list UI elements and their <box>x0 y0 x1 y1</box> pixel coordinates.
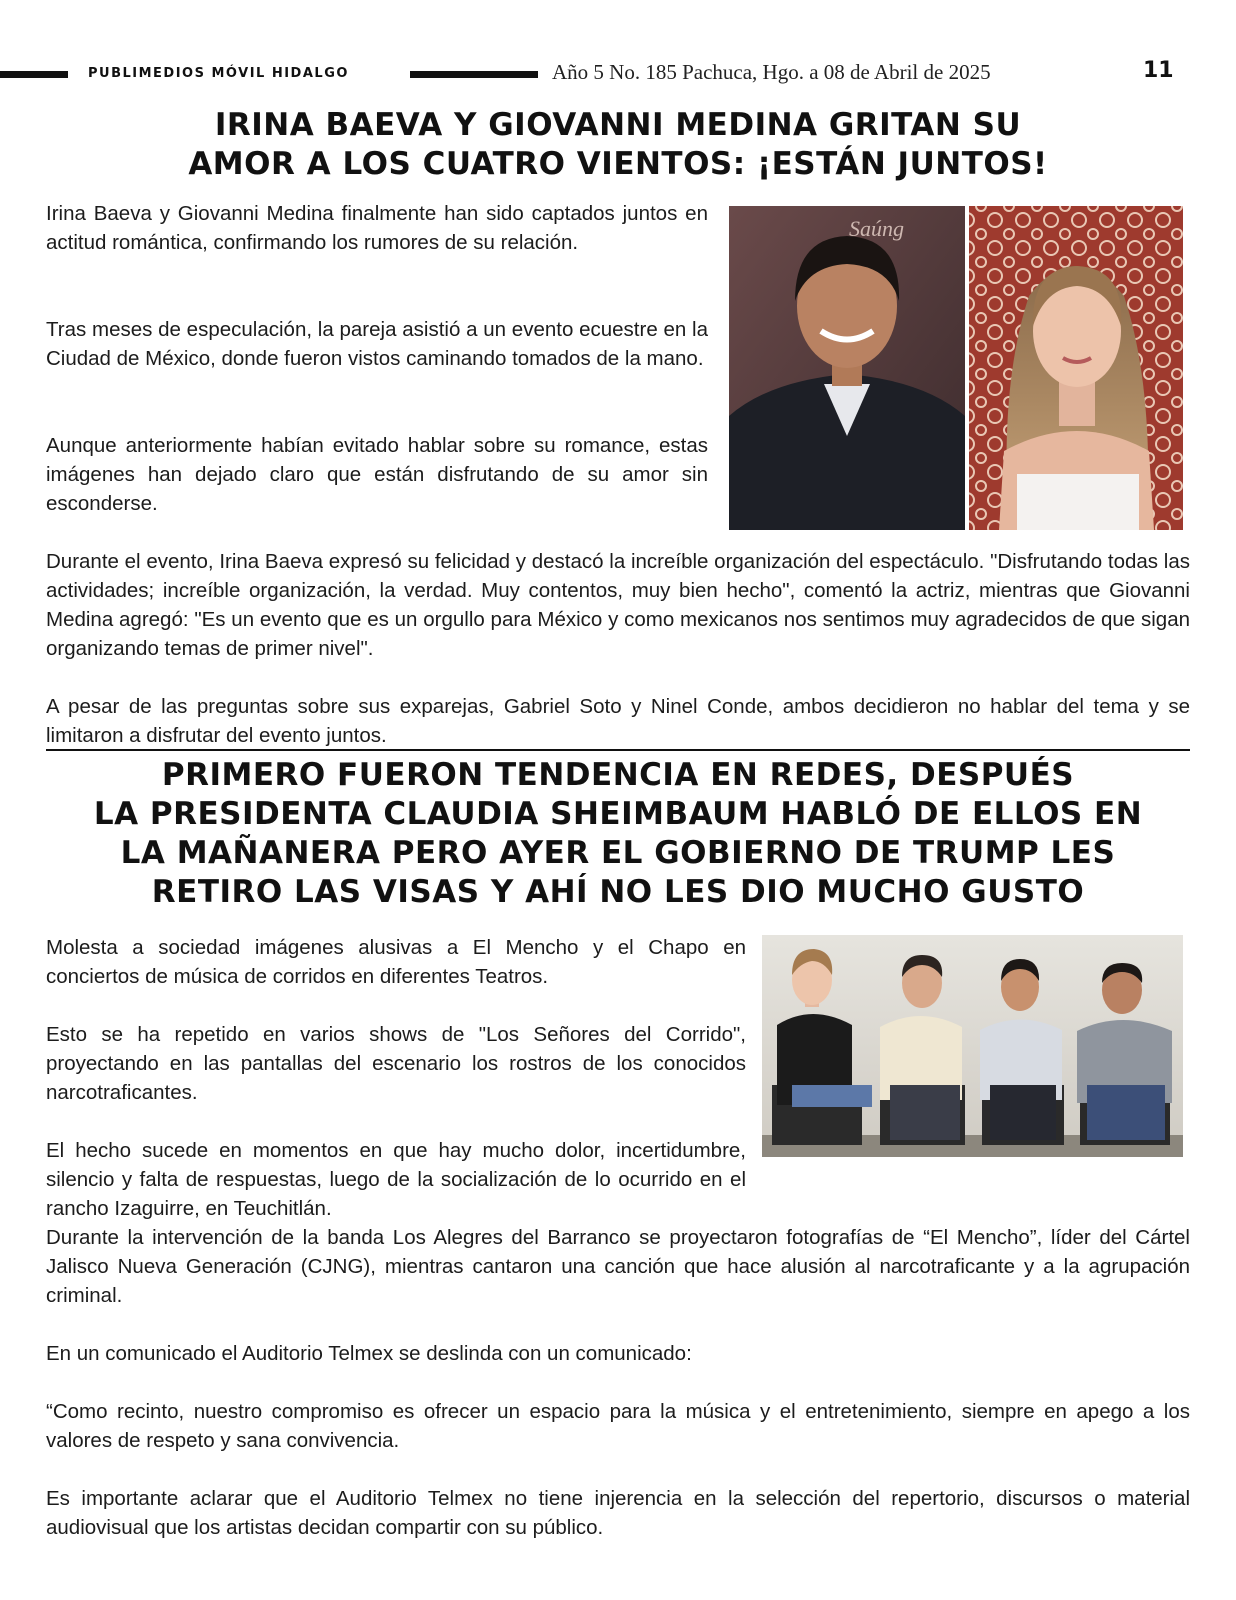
headline-line: RETIRO LAS VISAS Y AHÍ NO LES DIO MUCHO GUSTO <box>151 874 1085 910</box>
article1-headline <box>40 106 1196 184</box>
couple-photo <box>729 206 1183 530</box>
headline-line: LA PRESIDENTA CLAUDIA SHEIMBAUM HABLÓ DE ELLOS EN <box>93 796 1143 832</box>
article2-paragraph-6: “Como recinto, nuestro compromiso es ofrecer un espacio para la música y el entretenimiento, siempre en apego a los valores de respeto y sana convivencia. <box>46 1400 1190 1452</box>
article2-paragraph-2: Esto se ha repetido en varios shows de "Los Señores del Corrido", proyectando en las pantallas del escenario los rostros de los conocidos narcotraficantes. <box>46 1023 746 1104</box>
headline-line: IRINA BAEVA Y GIOVANNI MEDINA GRITAN SU <box>214 107 1022 143</box>
article2-paragraph-4: Durante la intervención de la banda Los Alegres del Barranco se proyectaron fotografías de “El Mencho”, líder del Cártel Jalisco Nueva Generación (CJNG), mientras cantaron una canción que hace alusión al narcotraficante y a la agrupación criminal. <box>46 1226 1190 1307</box>
page-number: 11 <box>1143 58 1174 83</box>
article1-paragraph-4: Durante el evento, Irina Baeva expresó su felicidad y destacó la increíble organización del espectáculo. "Disfrutando todas las actividades; increíble organización, la verdad. Muy contentos, muy bien hecho", comentó la actriz, mientras que Giovanni Medina agregó: "Es un evento que es un orgullo para México y como mexicanos nos sentimos muy agradecidos de que sigan organizando temas de primer nivel". <box>46 550 1190 660</box>
page-header <box>0 56 1236 92</box>
article-divider <box>46 749 1190 751</box>
article2-paragraph-3: El hecho sucede en momentos en que hay mucho dolor, incertidumbre, silencio y falta de respuestas, luego de la socialización de lo ocurrido en el rancho Izaguirre, en Teuchitlán. <box>46 1139 746 1220</box>
article1-paragraph-2: Tras meses de especulación, la pareja asistió a un evento ecuestre en la Ciudad de México, donde fueron vistos caminando tomados de la mano. <box>46 318 708 370</box>
article2-paragraph-1: Molesta a sociedad imágenes alusivas a El Mencho y el Chapo en conciertos de música de corridos en diferentes Teatros. <box>46 936 746 988</box>
article1-paragraph-5: A pesar de las preguntas sobre sus exparejas, Gabriel Soto y Ninel Conde, ambos decidieron no hablar del tema y se limitaron a disfrutar del evento juntos. <box>46 695 1190 747</box>
backdrop-text: Saúng <box>849 216 904 241</box>
headline-line: PRIMERO FUERON TENDENCIA EN REDES, DESPUÉS <box>161 757 1075 793</box>
header-rule-left <box>0 71 68 78</box>
publication-name: PUBLIMEDIOS MÓVIL HIDALGO <box>88 66 349 81</box>
issue-info: Año 5 No. 185 Pachuca, Hgo. a 08 de Abril de 2025 <box>552 60 991 84</box>
header-rule-middle <box>410 71 538 78</box>
article1-paragraph-3: Aunque anteriormente habían evitado hablar sobre su romance, estas imágenes han dejado claro que están disfrutando de su amor sin esconderse. <box>46 434 708 515</box>
headline-line: LA MAÑANERA PERO AYER EL GOBIERNO DE TRUMP LES <box>120 835 1116 871</box>
article2-paragraph-5: En un comunicado el Auditorio Telmex se deslinda con un comunicado: <box>46 1342 692 1365</box>
article1-paragraph-1: Irina Baeva y Giovanni Medina finalmente han sido captados juntos en actitud romántica, confirmando los rumores de su relación. <box>46 202 708 254</box>
article2-headline <box>40 756 1196 912</box>
article2-paragraph-7: Es importante aclarar que el Auditorio Telmex no tiene injerencia en la selección del repertorio, discursos o material audiovisual que los artistas decidan compartir con su público. <box>46 1487 1190 1539</box>
headline-line: AMOR A LOS CUATRO VIENTOS: ¡ESTÁN JUNTOS! <box>188 146 1048 182</box>
band-photo <box>762 935 1183 1157</box>
